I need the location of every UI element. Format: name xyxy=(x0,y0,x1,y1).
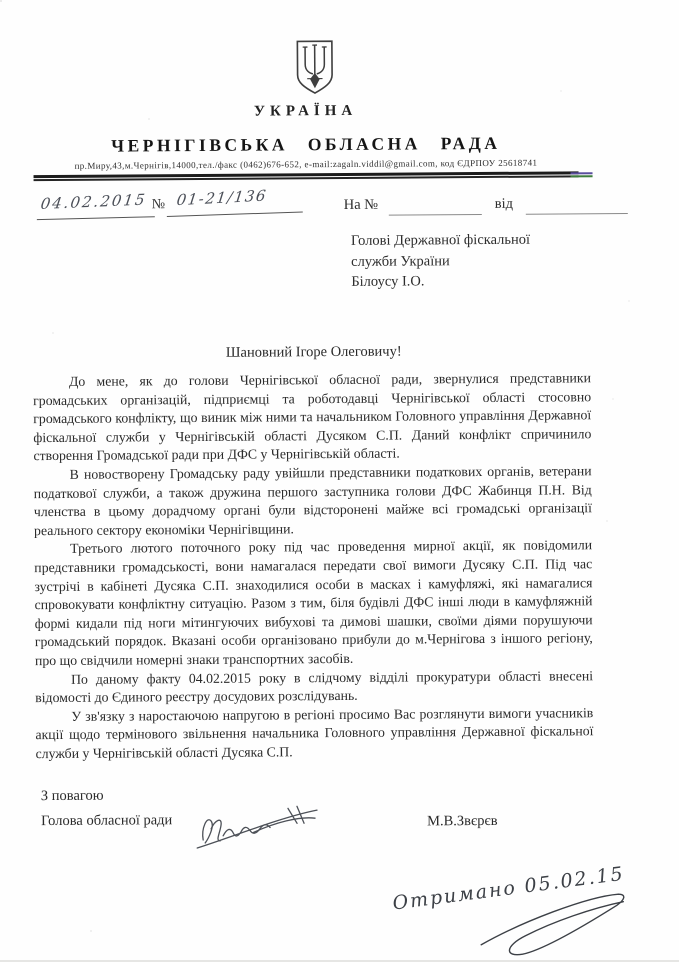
country-name: УКРАЇНА xyxy=(253,102,358,120)
letterhead xyxy=(32,0,577,171)
handwritten-received-note: Отримано 05.02.15 xyxy=(391,862,626,915)
reply-from-label: від xyxy=(494,195,514,212)
recipient-block xyxy=(351,230,530,293)
number-sign-label: № xyxy=(151,197,166,213)
recipient-line-3: Білоусу І.О. xyxy=(351,273,425,290)
reply-date-underline xyxy=(526,213,628,215)
recipient-line-2: служби України xyxy=(351,252,450,270)
letterhead-address: пр.Миру,43,м.Чернігів,14000,тел./факс (0462)676-652, e-mail:zagaln.viddil@gmail.com, код ЄДРПОУ 25618741 xyxy=(74,157,538,171)
handwritten-outgoing-date: 04.02.2015 xyxy=(39,190,148,213)
body-paragraph-5: У зв'язку з наростаючою напругою в регіоні просимо Вас розглянути вимоги учасників акції щодо термінового звільнення начальника Головного управління Державної фіскальної служби у Чернігівській області Дусяка С.П. xyxy=(35,704,594,762)
reply-to-label: На № xyxy=(343,196,379,213)
letterhead-divider xyxy=(34,171,579,182)
signer-name: М.В.Звєрєв xyxy=(426,812,498,830)
artifact-purple-line xyxy=(571,172,593,174)
reply-number-underline xyxy=(389,214,482,216)
artifact-green-line xyxy=(571,175,593,177)
body-paragraph-2: В новостворену Громадську раду увійшли представники податкових органів, ветерани податкової служби, а також дружина першого заступника голови ДФС Жабинця П.Н. Від членства в цьому дорадчому органі були відсторонені майже всі громадські організації реального сектору економіки Чернігівщини. xyxy=(33,463,592,538)
ukraine-trident-emblem-icon xyxy=(292,38,338,96)
body-paragraph-4: По даному факту 04.02.2015 року в слідчому відділі прокуратури області внесені відомості до Єдиного реєстру досудових розслідувань. xyxy=(35,667,594,706)
number-underline xyxy=(167,211,303,217)
recipient-line-1: Голові Державної фіскальної xyxy=(350,231,531,249)
letter-body xyxy=(33,369,594,763)
date-underline xyxy=(37,216,155,220)
signer-title: Голова обласної ради xyxy=(40,812,173,830)
organization-name: ЧЕРНІГІВСЬКА ОБЛАСНА РАДА xyxy=(111,132,501,156)
body-paragraph-1: До мене, як до голови Чернігівської обласної ради, звернулися представники громадських організацій, підприємці та роботодавці Чернігівської області стосовно громадського конфлікту, що виник між ними та начальником Головного управління Державної фіскальної служби у Чернігівській області Дусяком С.П. Даний конфлікт спричинило створення Громадської ради при ДФС у Чернігівській області. xyxy=(33,370,592,464)
closing-phrase: З повагою xyxy=(40,787,104,805)
divider-color-artifact xyxy=(571,172,593,177)
salutation: Шановний Ігоре Олеговичу! xyxy=(225,343,402,361)
handwritten-outgoing-number: 01-21/136 xyxy=(175,186,269,210)
handwritten-signature xyxy=(195,797,320,858)
body-paragraph-3: Третього лютого поточного року під час проведення мирної акції, як повідомили представники громадськості, вони намагалася передати свої вимоги Дусяку С.П. Під час зустрічі в кабінеті Дусяка С.П. знаходилися особи в масках і камуфляжі, які намагалися спровокувати конфліктну ситуацію. Разом з тим, біля будівлі ДФС інші люди в камуфляжній формі кидали під ноги мітингуючих вибухові та димові шашки, своїми діями порушуючи громадський порядок. Вказані особи організовано прибули до м.Чернігова з іншого регіону, про що свідчили номерні знаки транспортних засобів. xyxy=(34,537,593,669)
